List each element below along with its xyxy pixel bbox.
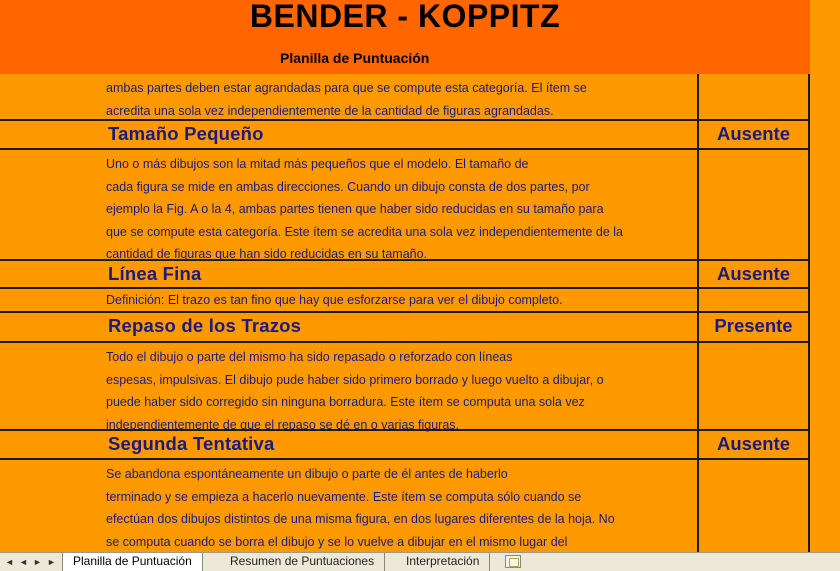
tab-interpretacion[interactable]: Interpretación <box>396 553 490 571</box>
table-row[interactable] <box>0 261 810 289</box>
status-value: Ausente <box>717 263 790 284</box>
status-cell[interactable] <box>697 343 810 429</box>
table-row[interactable] <box>0 431 810 460</box>
table-row[interactable] <box>0 313 810 343</box>
status-cell[interactable] <box>697 313 810 341</box>
table-row[interactable] <box>0 150 810 261</box>
insert-sheet-icon[interactable] <box>505 555 521 568</box>
right-margin <box>810 0 840 552</box>
status-value: Ausente <box>717 433 790 454</box>
category-heading: Repaso de los Trazos <box>108 315 302 336</box>
description-cell[interactable] <box>0 150 697 259</box>
page-title: BENDER - KOPPITZ <box>249 0 561 34</box>
category-heading: Segunda Tentativa <box>108 433 275 454</box>
prev-sheet-icon[interactable]: ◄ <box>19 557 28 567</box>
sheet-tab-bar <box>0 552 840 571</box>
description-cell[interactable] <box>0 343 697 432</box>
sheet-header <box>0 0 810 74</box>
category-cell[interactable] <box>0 313 697 341</box>
status-cell[interactable] <box>697 74 810 119</box>
table-row[interactable] <box>0 343 810 431</box>
tab-planilla-de-puntuacion[interactable]: Planilla de Puntuación <box>62 553 203 571</box>
description-text: Todo el dibujo o parte del mismo ha sido repasado o reforzado con líneas espesas, impulsivas. El dibujo pude haber sido primero borrado y luego vuelto a dibujar, o puede haber sido corregido sin ninguna borradura. Este ítem se computa una sola vez independientemente de que el repaso se dé en o varias figuras. <box>106 350 604 432</box>
last-sheet-icon[interactable]: ► <box>47 557 56 567</box>
page-subtitle: Planilla de Puntuación <box>280 50 430 66</box>
description-cell[interactable] <box>0 460 697 560</box>
status-cell[interactable] <box>697 121 810 148</box>
description-cell[interactable] <box>0 74 697 119</box>
status-cell[interactable] <box>697 289 810 311</box>
table-row[interactable] <box>0 121 810 150</box>
category-cell[interactable] <box>0 431 697 458</box>
status-value: Presente <box>714 315 793 336</box>
table-row[interactable] <box>0 74 810 121</box>
status-value: Ausente <box>717 123 790 144</box>
category-heading: Línea Fina <box>108 263 202 284</box>
status-cell[interactable] <box>697 150 810 259</box>
next-sheet-icon[interactable]: ► <box>33 557 42 567</box>
description-text: ambas partes deben estar agrandadas para que se compute esta categoría. El ítem se acredita una sola vez independientemente de la cantidad de figuras agrandadas. <box>106 81 587 118</box>
description-text: Definición: El trazo es tan fino que hay que esforzarse para ver el dibujo completo. <box>106 293 563 307</box>
table-row[interactable] <box>0 460 810 560</box>
status-cell[interactable] <box>697 261 810 287</box>
description-text: Uno o más dibujos son la mitad más pequeños que el modelo. El tamaño de cada figura se mide en ambas direcciones. Cuando un dibujo consta de dos partes, por ejemplo la Fig. A o la 4, ambas partes tienen que haber sido reducidas en su tamaño para que se compute esta categoría. Este ítem se acredita una sola vez independientemente de la cantidad de figuras que han sido reducidas en su tamaño. <box>106 157 623 261</box>
category-heading: Tamaño Pequeño <box>108 123 264 144</box>
first-sheet-icon[interactable]: ◄ <box>5 557 14 567</box>
description-text: Se abandona espontáneamente un dibujo o parte de él antes de haberlo terminado y se empieza a hacerlo nuevamente. Este ítem se computa sólo cuando se efectúan dos dibujos distintos de una misma figura, en dos lugares diferentes de la hoja. No se computa cuando se borra el dibujo y se lo vuelve a dibujar en el mismo lugar del <box>106 467 615 549</box>
status-cell[interactable] <box>697 460 810 552</box>
status-cell[interactable] <box>697 431 810 458</box>
table-row[interactable] <box>0 289 810 313</box>
tab-resumen-de-puntuaciones[interactable]: Resumen de Puntuaciones <box>220 553 385 571</box>
category-cell[interactable] <box>0 121 697 148</box>
description-cell[interactable] <box>0 289 697 311</box>
category-cell[interactable] <box>0 261 697 287</box>
